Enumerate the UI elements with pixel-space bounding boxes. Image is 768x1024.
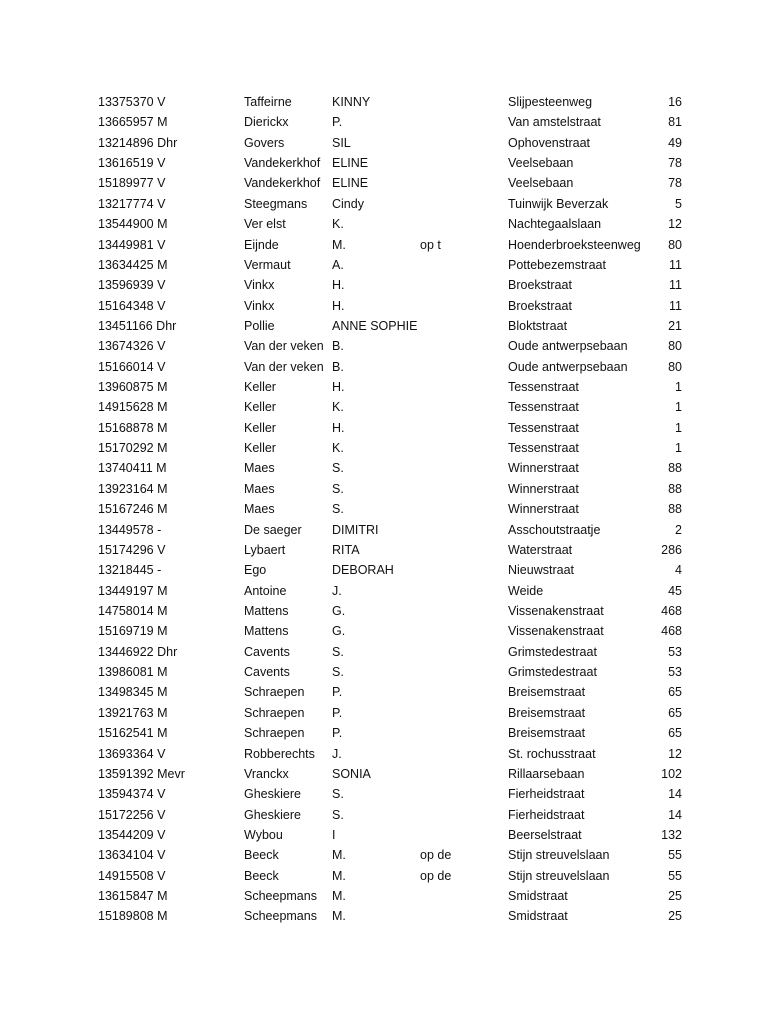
id-cell: 15169719 M — [98, 624, 168, 639]
last-name-cell: Beeck — [244, 848, 279, 863]
id-cell: 15167246 M — [98, 502, 168, 517]
table-row — [0, 458, 768, 478]
house-number-cell: 53 — [668, 644, 682, 659]
table-row — [0, 621, 768, 641]
first-name-cell: P. — [332, 726, 343, 741]
table-row — [0, 397, 768, 417]
first-name-cell: S. — [332, 787, 344, 802]
id-cell: 13665957 M — [98, 115, 168, 130]
first-name-cell: Cindy — [332, 196, 364, 211]
table-row — [0, 316, 768, 336]
house-number-cell: 21 — [668, 318, 682, 333]
id-cell: 13923164 M — [98, 481, 168, 496]
first-name-cell: M. — [332, 889, 346, 904]
street-cell: Smidstraat — [508, 889, 568, 904]
last-name-cell: Mattens — [244, 603, 289, 618]
street-cell: Tessenstraat — [508, 420, 579, 435]
first-name-cell: S. — [332, 461, 344, 476]
spreadsheet-table — [0, 92, 768, 927]
street-cell: Slijpesteenweg — [508, 95, 593, 109]
table-row — [0, 764, 768, 784]
last-name-cell: Eijnde — [244, 237, 279, 252]
table-row — [0, 255, 768, 275]
id-cell: 13693364 V — [98, 746, 166, 761]
last-name-cell: Van der veken — [244, 359, 324, 374]
house-number-cell: 81 — [668, 115, 682, 130]
last-name-cell: Cavents — [244, 665, 290, 680]
street-cell: Stijn streuvelslaan — [508, 848, 610, 863]
table-row — [0, 581, 768, 601]
table-row — [0, 357, 768, 377]
last-name-cell: Taffeirne — [244, 95, 292, 109]
id-cell: 13615847 M — [98, 889, 168, 904]
table-row — [0, 744, 768, 764]
first-name-cell: DEBORAH — [332, 563, 394, 578]
street-cell: Breisemstraat — [508, 685, 586, 700]
id-cell: 13214896 Dhr — [98, 135, 178, 150]
house-number-cell: 25 — [668, 909, 682, 924]
last-name-cell: Wybou — [244, 827, 283, 842]
id-cell: 13451166 Dhr — [98, 318, 177, 333]
table-row — [0, 153, 768, 173]
id-cell: 15189808 M — [98, 909, 168, 924]
id-cell: 15162541 M — [98, 726, 168, 741]
table-row — [0, 723, 768, 743]
street-cell: Broekstraat — [508, 278, 572, 293]
table-row — [0, 906, 768, 926]
street-cell: Weide — [508, 583, 544, 598]
street-cell: Hoenderbroeksteenweg — [508, 237, 641, 252]
table-row — [0, 520, 768, 540]
street-cell: Vissenakenstraat — [508, 603, 604, 618]
id-cell: 14758014 M — [98, 603, 168, 618]
id-cell: 13217774 V — [98, 196, 166, 211]
last-name-cell: Dierickx — [244, 115, 289, 130]
street-cell: Smidstraat — [508, 909, 568, 924]
first-name-cell: M. — [332, 848, 346, 863]
last-name-cell: Maes — [244, 461, 275, 476]
table-row — [0, 560, 768, 580]
street-cell: Ophovenstraat — [508, 135, 590, 150]
table-row — [0, 886, 768, 906]
last-name-cell: Schraepen — [244, 705, 305, 720]
first-name-cell: RITA — [332, 542, 360, 557]
first-name-cell: P. — [332, 705, 343, 720]
table-row — [0, 784, 768, 804]
house-number-cell: 102 — [661, 766, 682, 781]
house-number-cell: 132 — [661, 827, 682, 842]
house-number-cell: 78 — [668, 176, 682, 191]
first-name-cell: H. — [332, 298, 345, 313]
street-cell: Tessenstraat — [508, 380, 579, 395]
last-name-cell: Gheskiere — [244, 787, 301, 802]
table-row — [0, 418, 768, 438]
house-number-cell: 45 — [668, 583, 682, 598]
table-row — [0, 112, 768, 132]
prefix-cell: op t — [420, 237, 441, 252]
table-row — [0, 805, 768, 825]
house-number-cell: 12 — [668, 746, 682, 761]
id-cell: 13544209 V — [98, 827, 166, 842]
house-number-cell: 88 — [668, 502, 682, 517]
id-cell: 13544900 M — [98, 217, 168, 232]
first-name-cell: DIMITRI — [332, 522, 379, 537]
street-cell: Winnerstraat — [508, 502, 579, 517]
street-cell: Winnerstraat — [508, 461, 579, 476]
street-cell: Asschoutstraatje — [508, 522, 601, 537]
last-name-cell: Vermaut — [244, 257, 291, 272]
first-name-cell: A. — [332, 257, 344, 272]
street-cell: Broekstraat — [508, 298, 572, 313]
id-cell: 15189977 V — [98, 176, 166, 191]
street-cell: Bloktstraat — [508, 318, 568, 333]
id-cell: 13616519 V — [98, 156, 166, 171]
id-cell: 13375370 V — [98, 95, 166, 109]
table-row — [0, 173, 768, 193]
street-cell: Breisemstraat — [508, 705, 586, 720]
street-cell: Vissenakenstraat — [508, 624, 604, 639]
house-number-cell: 468 — [661, 603, 682, 618]
table-row — [0, 336, 768, 356]
last-name-cell: Schraepen — [244, 685, 305, 700]
first-name-cell: ANNE SOPHIE — [332, 318, 418, 333]
table-row — [0, 540, 768, 560]
house-number-cell: 49 — [668, 135, 682, 150]
id-cell: 15174296 V — [98, 542, 166, 557]
first-name-cell: S. — [332, 807, 344, 822]
house-number-cell: 2 — [675, 522, 682, 537]
house-number-cell: 1 — [675, 380, 682, 395]
last-name-cell: Schraepen — [244, 726, 305, 741]
house-number-cell: 1 — [675, 420, 682, 435]
id-cell: 15168878 M — [98, 420, 168, 435]
table-row — [0, 296, 768, 316]
first-name-cell: S. — [332, 644, 344, 659]
last-name-cell: Pollie — [244, 318, 275, 333]
prefix-cell: op de — [420, 848, 452, 863]
table-row — [0, 235, 768, 255]
street-cell: Fierheidstraat — [508, 807, 585, 822]
id-cell: 13449981 V — [98, 237, 166, 252]
street-cell: Nachtegaalslaan — [508, 217, 602, 232]
id-cell: 13449578 - — [98, 522, 162, 537]
id-cell: 13596939 V — [98, 278, 166, 293]
house-number-cell: 80 — [668, 359, 682, 374]
table-row — [0, 133, 768, 153]
last-name-cell: Keller — [244, 400, 276, 415]
last-name-cell: Vinkx — [244, 298, 275, 313]
id-cell: 15170292 M — [98, 441, 168, 456]
id-cell: 13498345 M — [98, 685, 168, 700]
first-name-cell: H. — [332, 380, 345, 395]
house-number-cell: 25 — [668, 889, 682, 904]
house-number-cell: 55 — [668, 868, 682, 883]
house-number-cell: 11 — [669, 298, 682, 313]
last-name-cell: Keller — [244, 420, 276, 435]
last-name-cell: Gheskiere — [244, 807, 301, 822]
table-row — [0, 214, 768, 234]
table-row — [0, 825, 768, 845]
last-name-cell: Vinkx — [244, 278, 275, 293]
first-name-cell: P. — [332, 115, 343, 130]
id-cell: 15164348 V — [98, 298, 166, 313]
table-row — [0, 845, 768, 865]
street-cell: Tessenstraat — [508, 441, 579, 456]
street-cell: Breisemstraat — [508, 726, 586, 741]
first-name-cell: K. — [332, 217, 344, 232]
last-name-cell: Steegmans — [244, 196, 308, 211]
street-cell: Fierheidstraat — [508, 787, 585, 802]
street-cell: Beerselstraat — [508, 827, 582, 842]
house-number-cell: 12 — [668, 217, 682, 232]
table-row — [0, 275, 768, 295]
table-row — [0, 479, 768, 499]
house-number-cell: 14 — [668, 807, 682, 822]
street-cell: Oude antwerpsebaan — [508, 339, 628, 354]
first-name-cell: KINNY — [332, 95, 371, 109]
id-cell: 14915508 V — [98, 868, 166, 883]
id-cell: 15172256 V — [98, 807, 166, 822]
street-cell: Pottebezemstraat — [508, 257, 606, 272]
first-name-cell: SIL — [332, 135, 351, 150]
street-cell: Waterstraat — [508, 542, 573, 557]
house-number-cell: 88 — [668, 481, 682, 496]
table-row — [0, 499, 768, 519]
table-row — [0, 194, 768, 214]
last-name-cell: Lybaert — [244, 542, 286, 557]
first-name-cell: S. — [332, 665, 344, 680]
house-number-cell: 80 — [668, 339, 682, 354]
first-name-cell: ELINE — [332, 176, 369, 191]
table-row — [0, 377, 768, 397]
street-cell: Tessenstraat — [508, 400, 579, 415]
house-number-cell: 65 — [668, 705, 682, 720]
first-name-cell: M. — [332, 868, 346, 883]
last-name-cell: Scheepmans — [244, 889, 317, 904]
first-name-cell: M. — [332, 909, 346, 924]
street-cell: Rillaarsebaan — [508, 766, 585, 781]
house-number-cell: 65 — [668, 685, 682, 700]
house-number-cell: 5 — [675, 196, 682, 211]
last-name-cell: Vandekerkhof — [244, 156, 321, 171]
house-number-cell: 78 — [668, 156, 682, 171]
first-name-cell: K. — [332, 441, 344, 456]
house-number-cell: 1 — [675, 400, 682, 415]
last-name-cell: Keller — [244, 380, 276, 395]
id-cell: 13218445 - — [98, 563, 162, 578]
table-row — [0, 703, 768, 723]
last-name-cell: Beeck — [244, 868, 279, 883]
first-name-cell: S. — [332, 481, 344, 496]
last-name-cell: Mattens — [244, 624, 289, 639]
house-number-cell: 11 — [669, 278, 682, 293]
id-cell: 13921763 M — [98, 705, 168, 720]
first-name-cell: H. — [332, 420, 345, 435]
house-number-cell: 88 — [668, 461, 682, 476]
first-name-cell: B. — [332, 339, 344, 354]
last-name-cell: Robberechts — [244, 746, 315, 761]
table-row — [0, 601, 768, 621]
first-name-cell: B. — [332, 359, 344, 374]
last-name-cell: Vandekerkhof — [244, 176, 321, 191]
first-name-cell: ELINE — [332, 156, 369, 171]
id-cell: 13446922 Dhr — [98, 644, 178, 659]
id-cell: 13594374 V — [98, 787, 166, 802]
house-number-cell: 468 — [661, 624, 682, 639]
id-cell: 15166014 V — [98, 359, 166, 374]
id-cell: 14915628 M — [98, 400, 168, 415]
street-cell: Nieuwstraat — [508, 563, 574, 578]
house-number-cell: 65 — [668, 726, 682, 741]
first-name-cell: G. — [332, 624, 346, 639]
table-row — [0, 438, 768, 458]
table-row — [0, 682, 768, 702]
table-row — [0, 662, 768, 682]
id-cell: 13986081 M — [98, 665, 168, 680]
first-name-cell: J. — [332, 583, 342, 598]
first-name-cell: M. — [332, 237, 346, 252]
first-name-cell: K. — [332, 400, 344, 415]
last-name-cell: De saeger — [244, 522, 302, 537]
first-name-cell: H. — [332, 278, 345, 293]
last-name-cell: Van der veken — [244, 339, 324, 354]
house-number-cell: 4 — [675, 563, 682, 578]
last-name-cell: Govers — [244, 135, 285, 150]
id-cell: 13591392 Mevr — [98, 766, 185, 781]
first-name-cell: J. — [332, 746, 342, 761]
table-row — [0, 866, 768, 886]
house-number-cell: 1 — [675, 441, 682, 456]
house-number-cell: 55 — [668, 848, 682, 863]
id-cell: 13674326 V — [98, 339, 166, 354]
house-number-cell: 53 — [668, 665, 682, 680]
street-cell: Van amstelstraat — [508, 115, 601, 130]
id-cell: 13740411 M — [98, 461, 167, 476]
street-cell: Tuinwijk Beverzak — [508, 196, 609, 211]
last-name-cell: Keller — [244, 441, 276, 456]
street-cell: Oude antwerpsebaan — [508, 359, 628, 374]
first-name-cell: I — [332, 827, 336, 842]
id-cell: 13634104 V — [98, 848, 166, 863]
street-cell: Grimstedestraat — [508, 644, 597, 659]
last-name-cell: Ego — [244, 563, 267, 578]
first-name-cell: SONIA — [332, 766, 371, 781]
house-number-cell: 286 — [661, 542, 682, 557]
house-number-cell: 14 — [668, 787, 682, 802]
street-cell: Veelsebaan — [508, 176, 574, 191]
house-number-cell: 16 — [668, 95, 682, 109]
last-name-cell: Scheepmans — [244, 909, 317, 924]
prefix-cell: op de — [420, 868, 452, 883]
street-cell: St. rochusstraat — [508, 746, 596, 761]
street-cell: Grimstedestraat — [508, 665, 597, 680]
first-name-cell: S. — [332, 502, 344, 517]
house-number-cell: 11 — [669, 257, 682, 272]
id-cell: 13634425 M — [98, 257, 168, 272]
id-cell: 13449197 M — [98, 583, 168, 598]
table-row — [0, 92, 768, 112]
street-cell: Veelsebaan — [508, 156, 574, 171]
last-name-cell: Ver elst — [244, 217, 286, 232]
first-name-cell: G. — [332, 603, 346, 618]
last-name-cell: Vranckx — [244, 766, 289, 781]
street-cell: Winnerstraat — [508, 481, 579, 496]
last-name-cell: Maes — [244, 502, 275, 517]
street-cell: Stijn streuvelslaan — [508, 868, 610, 883]
first-name-cell: P. — [332, 685, 343, 700]
id-cell: 13960875 M — [98, 380, 168, 395]
last-name-cell: Cavents — [244, 644, 290, 659]
last-name-cell: Antoine — [244, 583, 287, 598]
table-row — [0, 642, 768, 662]
house-number-cell: 80 — [668, 237, 682, 252]
last-name-cell: Maes — [244, 481, 275, 496]
